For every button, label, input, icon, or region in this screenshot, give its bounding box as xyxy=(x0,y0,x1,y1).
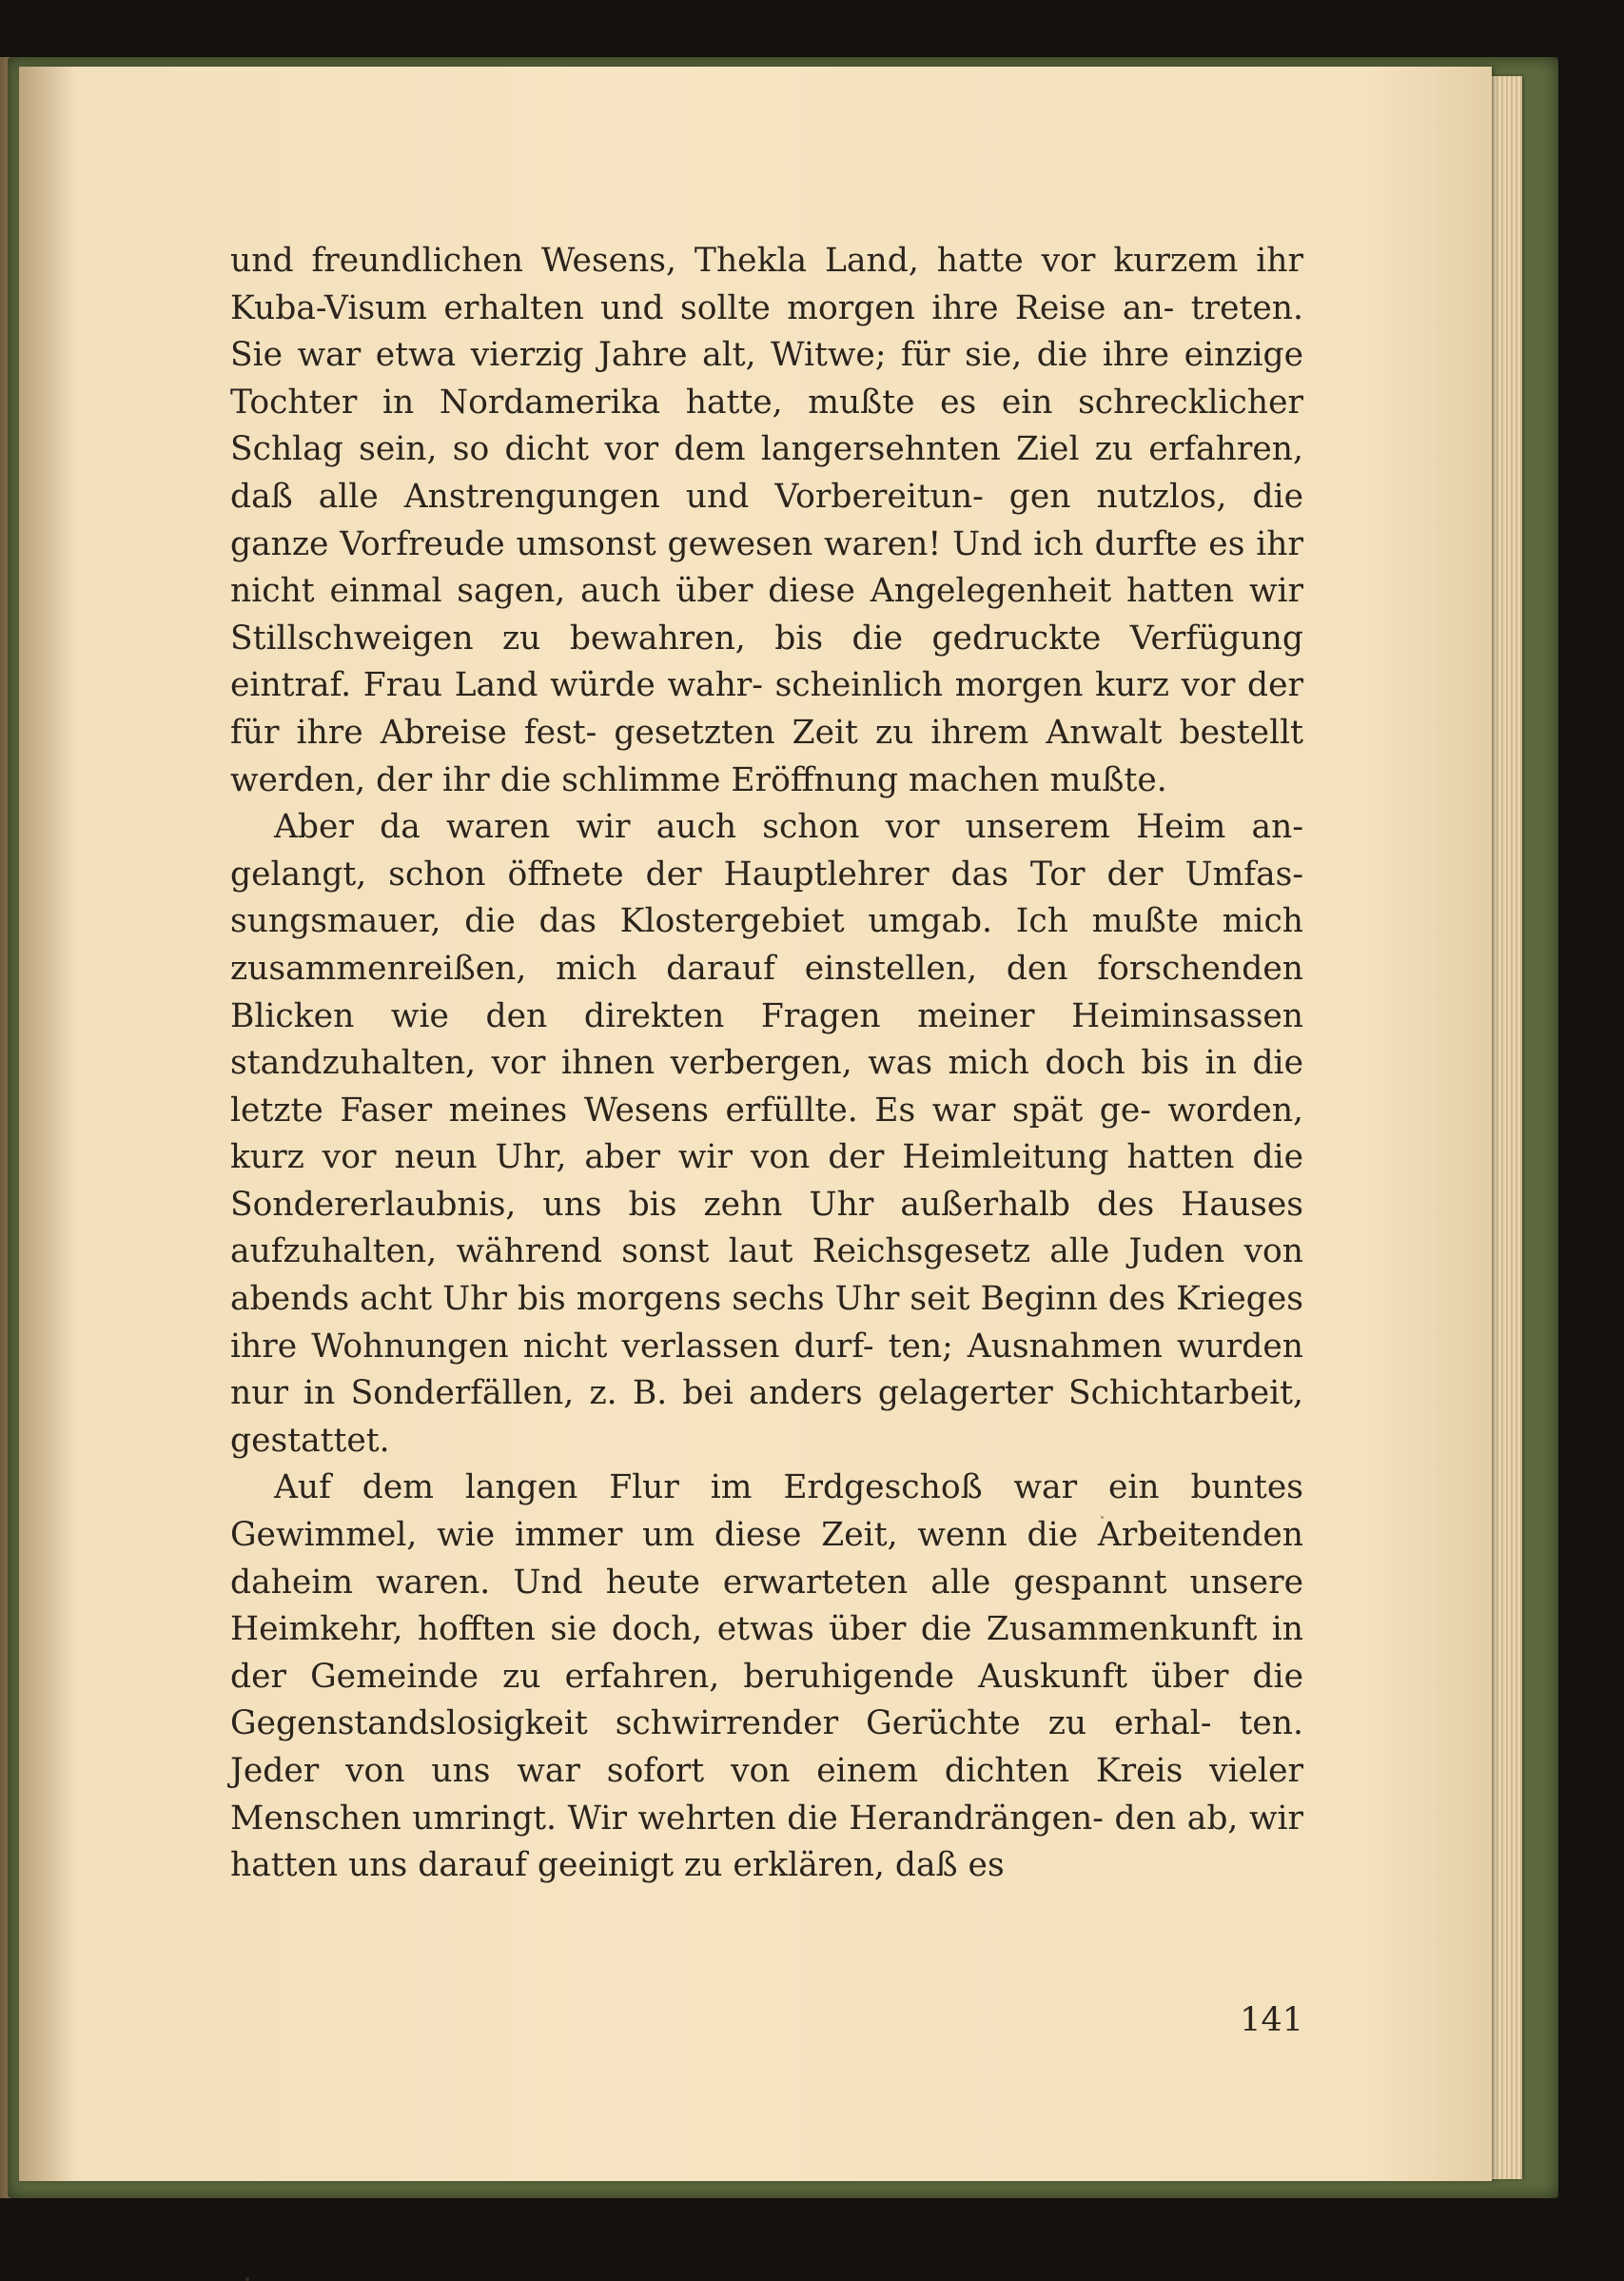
page-number: 141 xyxy=(1240,2001,1303,2039)
paper-speck xyxy=(245,2277,249,2281)
body-text xyxy=(230,238,1303,1890)
paragraph-3: Auf dem langen Flur im Erdgeschoß war ein buntes Gewimmel, wie immer um diese Zeit, wenn die Arbeitenden daheim waren. Und heute erwarteten alle gespannt unsere Heimkehr, hofften sie doch, etwas über die Zusammenkunft in der Gemeinde zu erfahren, beruhigende Auskunft über die Gegenstandslosigkeit schwirrender Gerüchte zu erhal- ten. Jeder von uns war sofort von einem dichten Kreis vieler Menschen umringt. Wir wehrten die Herandrängen- den ab, wir hatten uns darauf geeinigt zu erklären, daß es xyxy=(230,1468,1303,1885)
paragraph-1: und freundlichen Wesens, Thekla Land, hatte vor kurzem ihr Kuba-Visum erhalten und sollte morgen ihre Reise an- treten. Sie war etwa vierzig Jahre alt, Witwe; für sie, die ihre einzige Tochter in Nordamerika hatte, mußte es ein schrecklicher Schlag sein, so dicht vor dem langersehnten Ziel zu erfahren, daß alle Anstrengungen und Vorbereitun- gen nutzlos, die ganze Vorfreude umsonst gewesen waren! Und ich durfte es ihr nicht einmal sagen, auch über diese Angelegenheit hatten wir Stillschweigen zu bewahren, bis die gedruckte Verfügung eintraf. Frau Land würde wahr- scheinlich morgen kurz vor der für ihre Abreise fest- gesetzten Zeit zu ihrem Anwalt bestellt werden, der ihr die schlimme Eröffnung machen mußte. xyxy=(230,242,1303,799)
paragraph-2: Aber da waren wir auch schon vor unserem Heim an- gelangt, schon öffnete der Hauptlehrer das Tor der Umfas- sungsmauer, die das Klostergebiet umgab. Ich mußte mich zusammenreißen, mich darauf einstellen, den forschenden Blicken wie den direkten Fragen meiner Heiminsassen standzuhalten, vor ihnen verbergen, was mich doch bis in die letzte Faser meines Wesens erfüllte. Es war spät ge- worden, kurz vor neun Uhr, aber wir von der Heimleitung hatten die Sondererlaubnis, uns bis zehn Uhr außerhalb des Hauses aufzuhalten, während sonst laut Reichsgesetz alle Juden von abends acht Uhr bis morgens sechs Uhr seit Beginn des Krieges ihre Wohnungen nicht verlassen durf- ten; Ausnahmen wurden nur in Sonderfällen, z. B. bei anders gelagerter Schichtarbeit, gestattet. xyxy=(230,808,1303,1460)
page-gutter-shadow xyxy=(19,67,74,2181)
